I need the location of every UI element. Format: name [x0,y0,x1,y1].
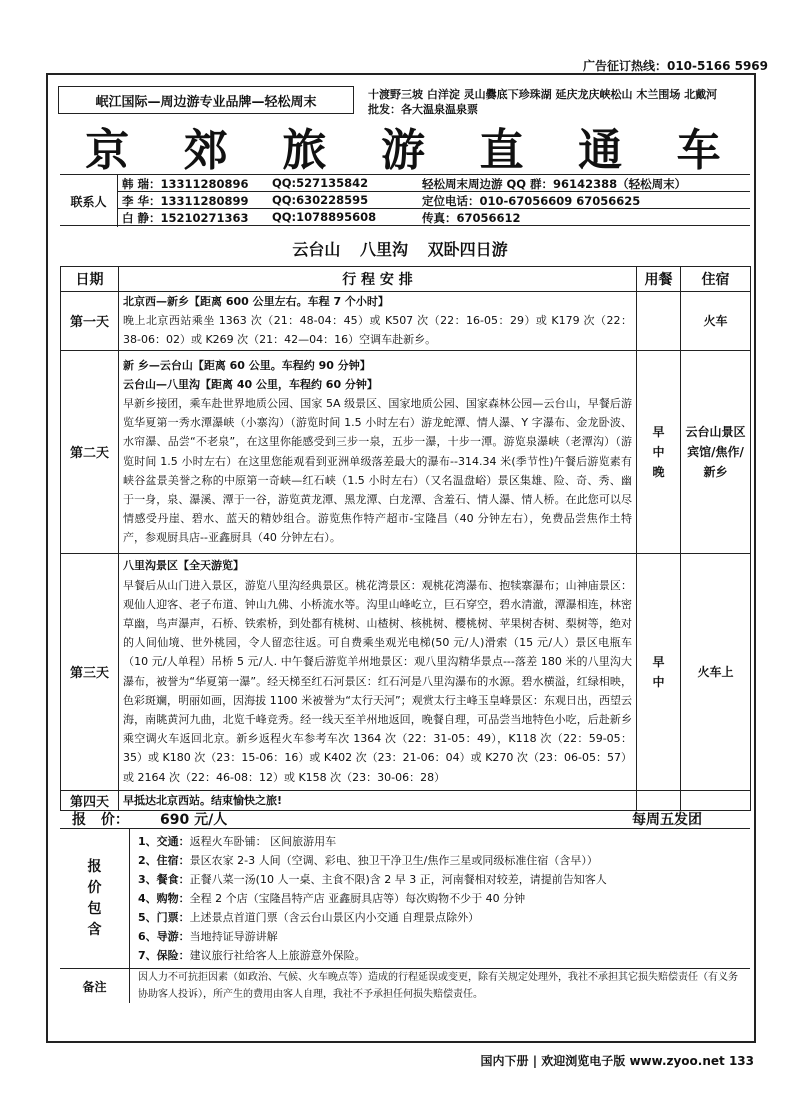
title-char: 通 [578,125,623,176]
itinerary-table [60,266,751,811]
day-description: 早餐后从山门进入景区，游览八里沟经典景区。桃花湾景区：观桃花湾瀑布、抱犊寨瀑布；山神庙景区：观仙人迎客、老子布道、钟山九佛、小桥流水等。沟里山峰屹立，巨石穿空，碧水清澈，潭瀑相连，林密草幽，鸟声瀑声，石桥、铁索桥，到处都有桃树、山楂树、核桃树、樱桃树、苹果树杏树、梨树等，绝对的人间仙境、世外桃园，令人留恋往返。可自费乘坐观光电梯(50 元/人)滑索（15 元/人）景区电瓶车（10 元/人单程）吊桥 5 元/人. 中午餐后游览羊州地景区：观八里沟精华景点---落差 180 米的八里沟大瀑布，被誉为“华夏第一瀑”。经天梯至红石河景区：红石河是八里沟瀑布的水源。碧水横溢，红绿相映，色彩斑斓，明丽如画，因海拔 1100 米被誉为“太行天河”；观赏太行主峰玉皇峰景区：东观日出，西望云海，南眺黄河九曲，北览千峰竞秀。经一线天至羊州地返回，晚餐自理，可品尝当地特色小吃，后赴新乡乘空调火车返回北京。新乡返程火车参考车次 1364 次（22：31-05：49），K118 次（22：59-05：35）或 K180 次（23：15-06：16）或 K402 次（23：21-06：04）或 K270 次（23：06-05：57）或 2164 次（22：46-08：12）或 K158 次（23：30-06：28） [123,578,632,784]
meal-item: 早 [652,654,665,669]
contact-extra: 定位电话：010-67056609 67056625 [422,194,641,208]
includes-label-char: 价 [87,880,102,896]
page-footer: 国内下册 | 欢迎浏览电子版 www.zyoo.net 133 [480,1054,754,1068]
stay-line: 新乡 [703,464,728,479]
title-char: 郊 [183,125,228,176]
include-item: 1、交通：返程火车卧铺： 区间旅游用车 [138,835,337,848]
day-label: 第三天 [61,553,119,790]
include-item: 5、门票：上述景点首道门票（含云台山景区内小交通 自理景点除外） [138,911,480,924]
destinations-line-2: 批发：各大温泉温泉票 [368,103,478,116]
day-route-title: 八里沟景区【全天游览】 [123,559,244,573]
includes-label-char: 报 [87,859,102,875]
header-date: 日期 [61,267,119,292]
contact-block [60,174,750,226]
title-char: 京 [85,125,130,176]
contact-extra: 轻松周末周边游 QQ 群：96142388（轻松周末） [422,177,687,191]
day-label: 第四天 [61,790,119,810]
include-item: 7、保险：建议旅行社给客人上旅游意外保险。 [138,949,366,962]
day-meals [637,350,681,553]
includes-label-char: 包 [87,901,102,917]
title-char: 直 [479,125,524,176]
remarks-label: 备注 [60,969,130,1003]
price-label: 报 价： [72,812,129,828]
remarks [60,969,750,1003]
contact-name: 白 静：15210271363 [122,211,249,225]
contact-extra: 传真：67056612 [422,211,521,225]
include-item: 4、购物：全程 2 个店（宝隆昌特产店 亚鑫厨具店等）每次购物不少于 40 分钟 [138,892,526,905]
day-row [61,553,751,790]
day-route-title: 云台山—八里沟【距离 40 公里，车程约 60 分钟】 [123,377,378,391]
day-content [119,292,637,351]
day-description: 晚上北京西站乘坐 1363 次（21：48-04：45）或 K507 次（22：16-05：29）或 K179 次（22：38-06：02）或 K269 次（21：42—04：16）空调车赴新乡。 [123,314,632,347]
ad-hotline: 广告征订热线：010-5166 5969 [582,59,768,73]
header-stay: 住宿 [681,267,751,292]
include-item: 2、住宿：景区农家 2-3 人间（空调、彩电、独卫干净卫生/焦作三星或同级标准住宿（含早）） [138,854,598,867]
page-title [58,118,748,174]
day-stay: 火车 [681,292,751,351]
includes-label-char: 含 [87,922,102,938]
destinations-line-1: 十渡野三坡 白洋淀 灵山爨底下珍珠湖 延庆龙庆峡松山 木兰围场 北戴河 [368,88,718,101]
price-value: 690 元/人 [160,812,228,828]
title-char: 游 [380,125,425,176]
day-meals [637,292,681,351]
include-item: 6、导游：当地持证导游讲解 [138,930,278,943]
price-includes [60,829,750,969]
contact-qq: QQ:630228595 [272,193,369,207]
meal-item: 中 [652,674,665,689]
contact-label: 联系人 [60,175,118,227]
contact-qq: QQ:1078895608 [272,210,377,224]
departure-schedule: 每周五发团 [632,812,702,828]
remarks-text: 因人力不可抗拒因素（如政治、气候、火车晚点等）造成的行程延误或变更，除有关规定处理外，我社不承担其它损失赔偿责任（有义务协助客人投诉），所产生的费用由客人自理，我社不予承担任何损失赔偿责任。 [138,972,738,1000]
day-route-title: 北京西—新乡【距离 600 公里左右。车程 7 个小时】 [123,295,389,308]
stay-line: 宾馆/焦作/ [687,444,744,459]
price-row [60,807,750,829]
include-item: 3、餐食：正餐八菜一汤(10 人一桌、主食不限)含 2 早 3 正，河南餐相对较差，请提前告知客人 [138,873,607,886]
includes-label [60,829,130,969]
contact-name: 李 华：13311280899 [122,194,249,208]
contact-row [118,175,750,192]
contact-qq: QQ:527135842 [272,176,369,190]
day-description: 早抵达北京西站。结束愉快之旅! [123,793,283,807]
day-meals [637,553,681,790]
contact-row [118,192,750,209]
day-description: 早新乡接团，乘车赴世界地质公园、国家 5A 级景区、国家地质公园、国家森林公园—云台山，早餐后游览华夏第一秀水潭瀑峡（小寨沟）（游览时间 1.5 小时左右）游龙蛇潭、情人瀑、Y 字瀑布、金龙卧波、水帘瀑、品尝“不老泉”，在这里你能感受到三步一泉，五步一瀑，十步一潭。游览泉瀑峡（老潭沟）（游览时间 1.5 小时左右）在这里您能观看到亚洲单级落差最大的瀑布--314.34 米(季节性)午餐后游览素有峡谷盆景美誉之称的中原第一奇峡—红石峡（1.5 小时左右）（又名温盘峪）景区集雄、险、奇、秀、幽于一身，泉、瀑溪、潭于一谷，游览黄龙潭、黑龙潭、白龙潭、含羞石、情人瀑、情人桥。在此您可以尽情感受丹崖、碧水、蓝天的精妙组合。游览焦作特产超市-宝隆昌（40 分钟左右），免费品尝焦作土特产，参观厨具店--亚鑫厨具（40 分钟左右）。 [123,397,632,545]
day-row [61,350,751,553]
day-content [119,553,637,790]
stay-line: 云台山景区 [685,424,746,439]
day-label: 第二天 [61,350,119,553]
includes-list [138,832,607,965]
tour-subtitle: 云台山 八里沟 双卧四日游 [292,240,508,259]
day-stay: 火车上 [681,553,751,790]
header-row [61,267,751,292]
meal-item: 早 [652,424,665,439]
contact-name: 韩 瑞：13311280896 [122,177,249,191]
day-label: 第一天 [61,292,119,351]
contact-row [118,209,750,226]
title-char: 旅 [282,125,327,176]
day-stay [681,350,751,553]
header-plan: 行 程 安 排 [119,267,637,292]
header-meal: 用餐 [637,267,681,292]
meal-item: 中 [652,444,665,459]
title-char: 车 [676,125,721,176]
day-route-title: 新 乡—云台山【距离 60 公里。车程约 90 分钟】 [123,358,371,372]
brand-slogan: 岷江国际—周边游专业品牌—轻松周末 [58,86,354,114]
day-row [61,292,751,351]
meal-item: 晚 [652,464,665,479]
day-content [119,350,637,553]
